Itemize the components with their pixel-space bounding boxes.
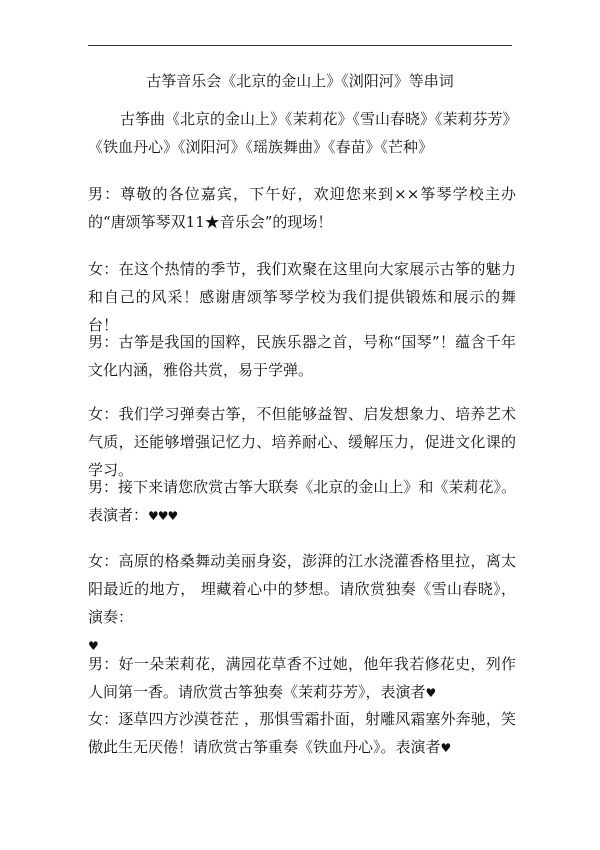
paragraph-text: 男：古筝是我国的国粹，民族乐器之首，号称“国琴”！蕴含千年文化内涵，雅俗共赏，易于学弹。 [88,333,516,379]
paragraph-text: 女：我们学习弹奏古筝，不但能够益智、启发想象力、培养艺术气质，还能够增强记忆力、培养耐心、缓解压力，促进文化课的学习。 [88,405,516,479]
paragraph-4 [88,400,516,484]
paragraph-6 [88,547,516,660]
paragraph-5 [88,473,516,530]
paragraph-text: 男：好一朵茉莉花，满园花草香不过她，他年我若修花史，列作人间第一香。请欣赏古筝独奏《茉莉芬芳》，表演者 [88,655,516,701]
paragraph-text: 女：高原的格桑舞动美丽身姿，澎湃的江水浇灌香格里拉，离太阳最近的地方， 埋藏着心中的梦想。请欣赏独奏《雪山春晓》，演奏： [88,552,516,626]
performer-hearts: ♥ [88,639,98,653]
program-line-2: 《铁血丹心》《浏阳河》《瑶族舞曲》《春苗》《芒种》 [88,138,434,156]
paragraph-text: 女：逐草四方沙漠苍茫 ，那惧雪霜扑面，射雕风霜塞外奔驰，笑傲此生无厌倦！请欣赏古筝重奏《铁血丹心》。表演者 [88,710,516,756]
paragraph-3 [88,328,516,384]
paragraph-8 [88,705,516,762]
program-list [88,105,518,161]
header-rule [88,45,512,46]
performer-hearts: ♥ [440,741,451,755]
paragraph-1 [88,180,516,236]
paragraph-text: 男：尊敬的各位嘉宾，下午好，欢迎您来到××筝琴学校主办的“唐颂筝琴双11★音乐会”的现场！ [88,185,516,231]
paragraph-text: 男：接下来请您欣赏古筝大联奏《北京的金山上》和《茉莉花》。表演者： [88,478,516,524]
document-title: 古筝音乐会《北京的金山上》《浏阳河》等串词 [146,72,454,90]
paragraph-text: 女：在这个热情的季节，我们欢聚在这里向大家展示古筝的魅力和自己的风采！感谢唐颂筝琴学校为我们提供锻炼和展示的舞台！ [88,260,516,334]
program-line-1: 古筝曲《北京的金山上》《茉莉花》《雪山春晓》《茉莉芬芳》 [120,110,518,128]
paragraph-2 [88,255,516,339]
paragraph-7 [88,650,516,707]
performer-hearts: ♥ [425,686,436,700]
performer-hearts: ♥♥♥ [148,509,178,523]
